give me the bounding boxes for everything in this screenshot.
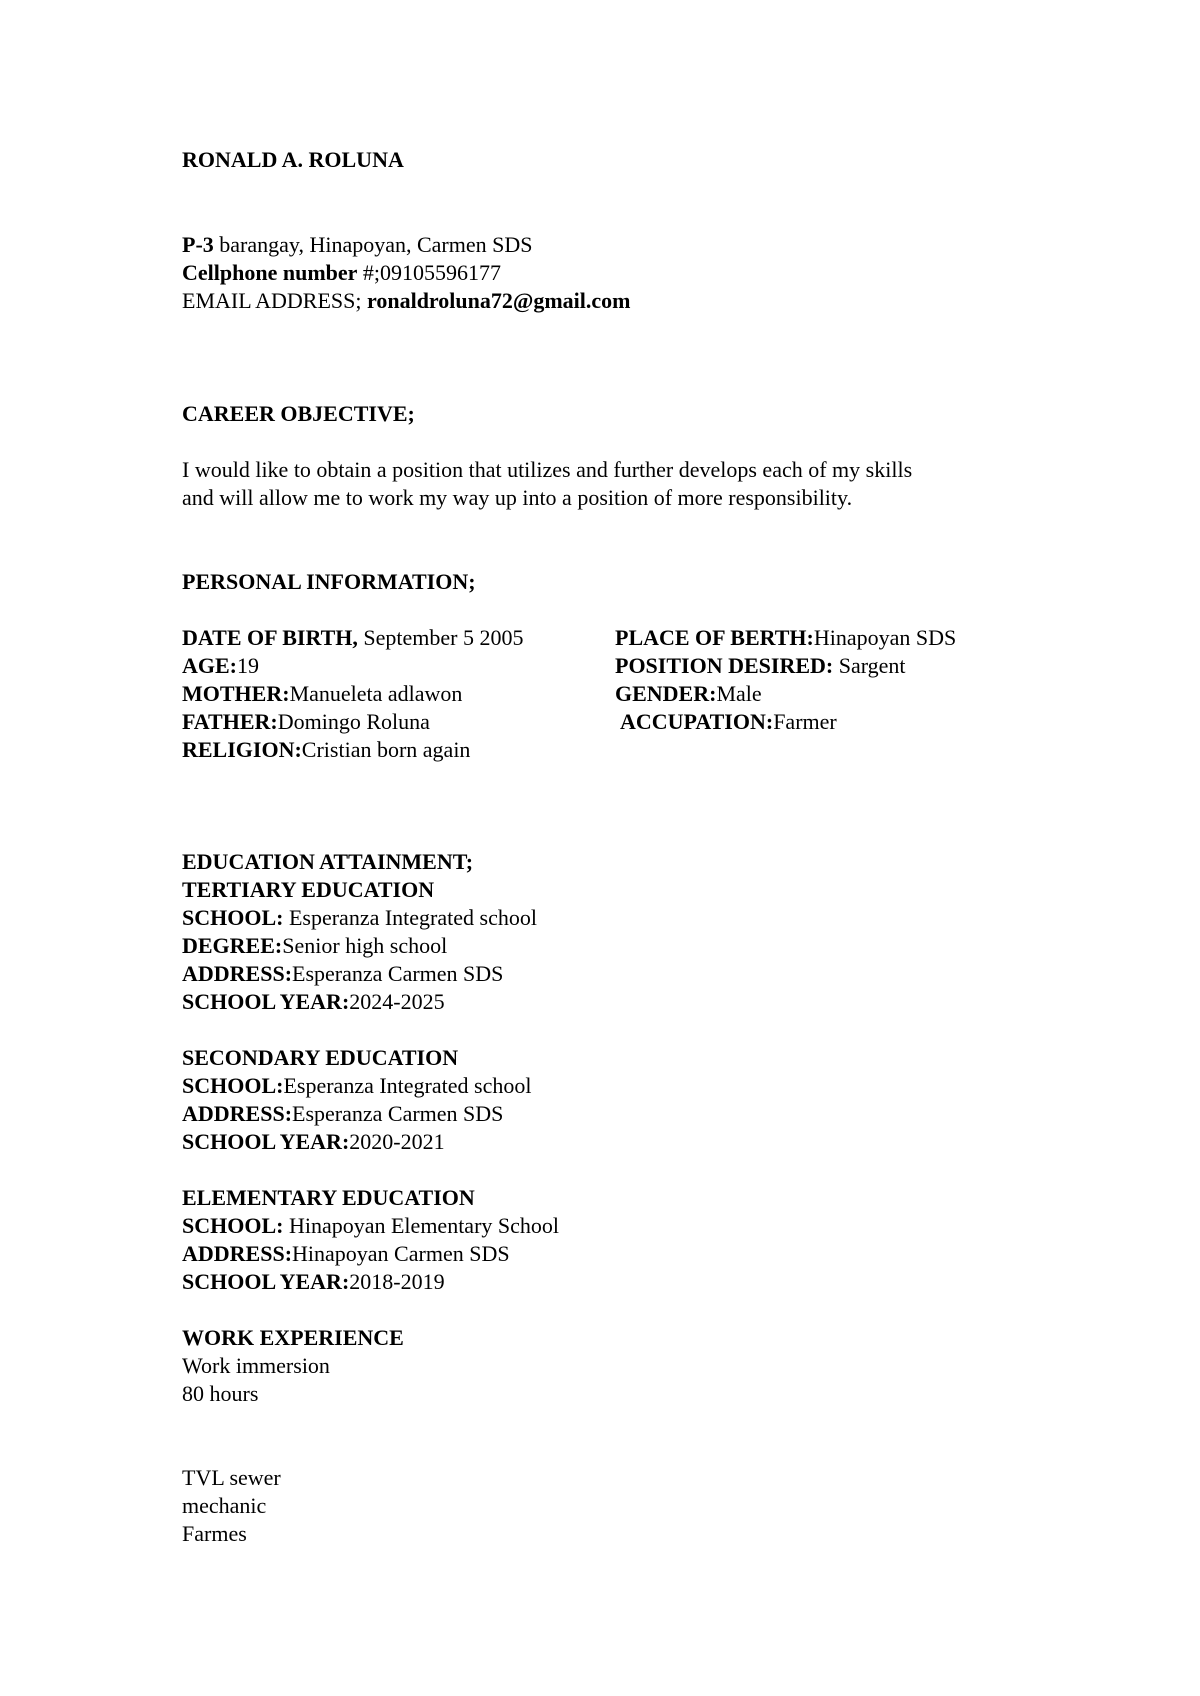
- elementary-school-label: SCHOOL:: [182, 1213, 284, 1238]
- tertiary-address-line: [182, 960, 503, 988]
- tertiary-degree-line: [182, 932, 447, 960]
- email-value: ronaldroluna72@gmail.com: [366, 288, 631, 313]
- elementary-year-value: 2018-2019: [349, 1269, 445, 1294]
- father-line: [182, 708, 430, 736]
- address-label: P-3: [182, 232, 214, 257]
- tertiary-address-value: Esperanza Carmen SDS: [292, 961, 504, 986]
- age-label: AGE:: [182, 653, 237, 678]
- tertiary-heading: TERTIARY EDUCATION: [182, 877, 435, 902]
- skills-line-1: TVL sewer: [182, 1465, 281, 1490]
- email-label: EMAIL ADDRESS;: [182, 288, 367, 313]
- secondary-school-label: SCHOOL:: [182, 1073, 284, 1098]
- secondary-school-value: Esperanza Integrated school: [283, 1073, 532, 1098]
- email-line: [182, 287, 631, 315]
- tertiary-degree-value: Senior high school: [282, 933, 448, 958]
- religion-label: RELIGION:: [182, 737, 302, 762]
- gender-line: [615, 680, 762, 708]
- pob-label: PLACE OF BERTH:: [615, 625, 814, 650]
- career-objective-heading: CAREER OBJECTIVE;: [182, 401, 415, 426]
- secondary-address-value: Esperanza Carmen SDS: [292, 1101, 504, 1126]
- applicant-name: RONALD A. ROLUNA: [182, 147, 404, 172]
- tertiary-school-line: [182, 904, 537, 932]
- position-line: [615, 652, 906, 680]
- secondary-school-line: [182, 1072, 531, 1100]
- skills-line-2: mechanic: [182, 1493, 267, 1518]
- secondary-year-value: 2020-2021: [349, 1129, 445, 1154]
- secondary-address-line: [182, 1100, 503, 1128]
- father-value: Domingo Roluna: [277, 709, 430, 734]
- secondary-year-line: [182, 1128, 445, 1156]
- pob-line: [615, 624, 956, 652]
- gender-value: Male: [716, 681, 762, 706]
- position-value: Sargent: [833, 653, 906, 678]
- age-value: 19: [237, 653, 259, 678]
- personal-info-heading: PERSONAL INFORMATION;: [182, 569, 476, 594]
- elementary-address-value: Hinapoyan Carmen SDS: [292, 1241, 510, 1266]
- occupation-line: [620, 708, 837, 736]
- elementary-year-line: [182, 1268, 445, 1296]
- elementary-school-line: [182, 1212, 559, 1240]
- phone-line: [182, 259, 501, 287]
- elementary-address-label: ADDRESS:: [182, 1241, 293, 1266]
- elementary-heading: ELEMENTARY EDUCATION: [182, 1185, 475, 1210]
- dob-label: DATE OF BIRTH,: [182, 625, 358, 650]
- tertiary-year-label: SCHOOL YEAR:: [182, 989, 350, 1014]
- tertiary-school-label: SCHOOL:: [182, 905, 284, 930]
- dob-value: September 5 2005: [357, 625, 524, 650]
- mother-label: MOTHER:: [182, 681, 290, 706]
- religion-line: [182, 736, 470, 764]
- objective-line-2: and will allow me to work my way up into a position of more responsibility.: [182, 485, 853, 510]
- gender-label: GENDER:: [615, 681, 717, 706]
- elementary-address-line: [182, 1240, 510, 1268]
- elementary-school-value: Hinapoyan Elementary School: [283, 1213, 560, 1238]
- occupation-label: ACCUPATION:: [620, 709, 774, 734]
- mother-value: Manueleta adlawon: [289, 681, 463, 706]
- education-heading: EDUCATION ATTAINMENT;: [182, 849, 474, 874]
- address-value: barangay, Hinapoyan, Carmen SDS: [213, 232, 533, 257]
- religion-value: Cristian born again: [301, 737, 471, 762]
- address-line: [182, 231, 533, 259]
- occupation-value: Farmer: [773, 709, 837, 734]
- tertiary-year-line: [182, 988, 445, 1016]
- tertiary-year-value: 2024-2025: [349, 989, 445, 1014]
- work-line-2: 80 hours: [182, 1381, 259, 1406]
- secondary-heading: SECONDARY EDUCATION: [182, 1045, 459, 1070]
- tertiary-school-value: Esperanza Integrated school: [283, 905, 537, 930]
- dob-line: [182, 624, 523, 652]
- skills-line-3: Farmes: [182, 1521, 247, 1546]
- father-label: FATHER:: [182, 709, 278, 734]
- elementary-year-label: SCHOOL YEAR:: [182, 1269, 350, 1294]
- age-line: [182, 652, 259, 680]
- work-line-1: Work immersion: [182, 1353, 330, 1378]
- phone-value: #;09105596177: [357, 260, 502, 285]
- pob-value: Hinapoyan SDS: [813, 625, 957, 650]
- tertiary-address-label: ADDRESS:: [182, 961, 293, 986]
- objective-line-1: I would like to obtain a position that utilizes and further develops each of my skills: [182, 457, 913, 482]
- phone-label: Cellphone number: [182, 260, 358, 285]
- secondary-address-label: ADDRESS:: [182, 1101, 293, 1126]
- tertiary-degree-label: DEGREE:: [182, 933, 283, 958]
- work-experience-heading: WORK EXPERIENCE: [182, 1325, 404, 1350]
- mother-line: [182, 680, 462, 708]
- secondary-year-label: SCHOOL YEAR:: [182, 1129, 350, 1154]
- position-label: POSITION DESIRED:: [615, 653, 834, 678]
